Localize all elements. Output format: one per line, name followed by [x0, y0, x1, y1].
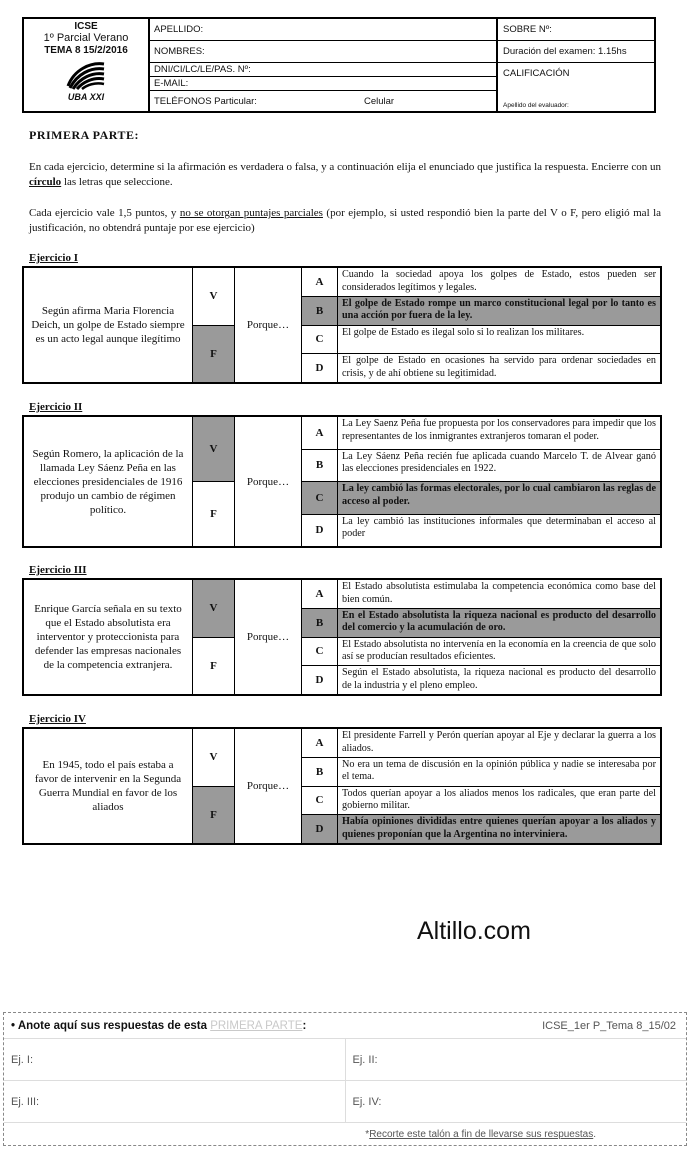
exercise-iii: [22, 578, 662, 696]
bullet-icon: •: [11, 1019, 16, 1032]
justification-option-c: [302, 325, 660, 354]
justification-option-b: [302, 608, 660, 637]
justification-options: [302, 580, 660, 694]
justification-option-c: [302, 786, 660, 815]
option-true[interactable]: V: [209, 751, 218, 764]
slip-instruction-text: Anote aquí sus respuestas de esta: [17, 1019, 211, 1032]
option-letter[interactable]: B: [302, 609, 338, 637]
option-text: El Estado absolutista estimulaba la competencia económica como base del bien común.: [342, 581, 656, 605]
exercise-title-i: Ejercicio I: [29, 252, 78, 264]
option-letter[interactable]: D: [302, 515, 338, 547]
option-text: Todos querían apoyar a los aliados menos los radicales, que eran parte del gobierno militar.: [342, 787, 656, 811]
justification-options: [302, 417, 660, 546]
answer-field-ej4[interactable]: Ej. IV:: [345, 1081, 687, 1122]
option-true[interactable]: V: [193, 580, 234, 637]
exercise-iv: [22, 727, 662, 845]
justification-options: [302, 268, 660, 382]
answer-field-ej2[interactable]: Ej. II:: [345, 1039, 687, 1080]
field-sobre[interactable]: SOBRE Nº:: [498, 19, 654, 41]
exercise-statement: Según Romero, la aplicación de la llamada Ley Sáenz Peña en las elecciones presidenciales de 1916 produjo un cambio de régimen político.: [24, 417, 193, 546]
instructions-paragraph-2: [29, 206, 661, 236]
option-letter[interactable]: A: [302, 580, 338, 608]
option-text: El golpe de Estado en ocasiones ha servido para ordenar sociedades en crisis, y de ahí obtiene su legitimidad.: [342, 355, 656, 379]
answer-field-ej3[interactable]: Ej. III:: [11, 1095, 40, 1108]
justification-option-c: [302, 637, 660, 666]
field-dni[interactable]: DNI/CI/LC/LE/PAS. Nº:: [150, 63, 496, 77]
option-letter[interactable]: C: [302, 638, 338, 666]
option-text: La Ley Saenz Peña fue propuesta por los conservadores para impedir que los representantes de los inmigrantes extranjeros tomaran el poder.: [342, 418, 656, 442]
porque-label: Porque…: [235, 580, 302, 694]
option-text: La ley cambió las instituciones informales que determinaban el acceso al poder: [342, 515, 656, 539]
option-letter[interactable]: D: [302, 666, 338, 694]
true-false-column: [193, 268, 235, 382]
slip-code: ICSE_1er P_Tema 8_15/02: [542, 1019, 676, 1032]
logo-text: UBA XXI: [67, 92, 105, 102]
porque-label: Porque…: [235, 417, 302, 546]
field-email[interactable]: E-MAIL:: [150, 77, 496, 91]
option-true[interactable]: V: [209, 290, 218, 303]
instr2-no-parciales: no se otorgan puntajes parciales: [179, 207, 323, 219]
slip-header: [4, 1013, 686, 1038]
instructions-paragraph-1: [29, 160, 661, 190]
true-false-column: [193, 729, 235, 843]
option-letter[interactable]: D: [302, 354, 338, 382]
exam-name: 1º Parcial Verano: [43, 32, 129, 44]
true-false-column: [193, 417, 235, 546]
field-apellido[interactable]: APELLIDO:: [150, 19, 496, 41]
instr2-text-c: (por ejemplo, si usted respondió bien la parte del V o F, pero eligió mal la justificación, no obtendrá puntaje por ese ejercicio): [29, 207, 662, 234]
student-fields: [150, 19, 498, 111]
option-text: El presidente Farrell y Perón querían apoyar al Eje y declarar la guerra a los aliados.: [342, 730, 656, 754]
slip-row-2: [4, 1080, 686, 1122]
footer-end: .: [593, 1128, 596, 1140]
justification-options: [302, 729, 660, 843]
option-text: El golpe de Estado rompe un marco constitucional legal por lo tanto es una acción por fuera de la ley.: [338, 297, 660, 325]
course-name: ICSE: [74, 21, 98, 32]
footer-star: *: [365, 1128, 370, 1140]
watermark-text: Altillo.com: [417, 917, 531, 945]
option-letter[interactable]: A: [302, 729, 338, 757]
option-letter[interactable]: C: [302, 326, 338, 354]
option-false[interactable]: F: [193, 637, 234, 695]
part-title: PRIMERA PARTE:: [29, 128, 140, 142]
option-text: Según el Estado absolutista, la riqueza nacional es producto del desarrollo de la industria y el pleno empleo.: [342, 667, 656, 691]
exercise-title-iii: Ejercicio III: [29, 564, 87, 576]
instr2-text-a: Cada ejercicio vale 1,5 puntos, y: [29, 207, 180, 219]
justification-option-b: [302, 449, 660, 482]
justification-option-b: [302, 757, 660, 786]
exercise-title-ii: Ejercicio II: [29, 401, 83, 413]
porque-label: Porque…: [235, 268, 302, 382]
option-false[interactable]: F: [193, 481, 234, 546]
grading-fields: [498, 19, 654, 111]
option-text: En el Estado absolutista la riqueza nacional es producto del desarrollo del comercio y la acumulación de oro.: [338, 609, 660, 637]
instr1-text-c: las letras que seleccione.: [61, 176, 173, 188]
cell-label: Celular: [364, 95, 395, 107]
justification-option-a: [302, 729, 660, 757]
slip-row-1: [4, 1038, 686, 1080]
option-letter[interactable]: C: [302, 787, 338, 815]
justification-option-d: [302, 514, 660, 547]
option-text: El golpe de Estado es ilegal solo si lo realizan los militares.: [342, 326, 585, 338]
option-text: El Estado absolutista no intervenía en la economía en la creencia de que solo así se producían resultados eficientes.: [342, 638, 656, 662]
option-text: Había opiniones divididas entre quienes querían apoyar a los aliados y quienes proponían que la Argentina no interviniera.: [338, 815, 660, 843]
option-letter[interactable]: B: [302, 758, 338, 786]
exercise-title-iv: Ejercicio IV: [29, 713, 86, 725]
option-letter[interactable]: A: [302, 268, 338, 296]
tema-date: TEMA 8 15/2/2016: [44, 45, 128, 56]
phone-label: TELÉFONOS Particular:: [154, 95, 257, 107]
exam-duration: Duración del examen: 1.15hs: [498, 41, 654, 63]
slip-instruction-end: :: [302, 1019, 307, 1032]
exercise-ii: [22, 415, 662, 548]
exercise-statement: En 1945, todo el país estaba a favor de intervenir en la Segunda Guerra Mundial en favor de los aliados: [24, 729, 193, 843]
justification-option-a: [302, 268, 660, 296]
option-letter[interactable]: D: [302, 815, 338, 843]
footer-text: Recorte este talón a fin de llevarse sus respuestas: [369, 1128, 594, 1140]
field-calificacion[interactable]: [498, 63, 654, 111]
field-telefonos[interactable]: [150, 91, 496, 111]
evaluador-label: Apellido del evaluador:: [503, 102, 569, 109]
answer-slip: [3, 1012, 687, 1146]
exam-header: [22, 17, 656, 113]
option-text: La Ley Sáenz Peña recién fue aplicada cuando Marcelo T. de Alvear ganó las elecciones presidenciales en 1922.: [342, 450, 656, 474]
option-text: No era un tema de discusión en la opinión pública y nadie se interesaba por el tema.: [342, 758, 656, 783]
slip-footer: [4, 1122, 686, 1145]
justification-option-d: [302, 665, 660, 694]
justification-option-b: [302, 296, 660, 325]
justification-option-c: [302, 481, 660, 514]
option-letter[interactable]: B: [302, 450, 338, 482]
justification-option-d: [302, 353, 660, 382]
exercise-statement: Enrique García señala en su texto que el Estado absolutista era interventor y proteccionista para defender las empresas nacionales de la competencia extranjera.: [24, 580, 193, 694]
porque-label: Porque…: [235, 729, 302, 843]
slip-instruction-highlight: PRIMERA PARTE: [210, 1019, 303, 1032]
answer-field-ej1[interactable]: Ej. I:: [11, 1053, 34, 1066]
justification-option-a: [302, 417, 660, 449]
justification-option-d: [302, 814, 660, 843]
instr1-circulo: círculo: [29, 176, 62, 188]
option-letter[interactable]: A: [302, 417, 338, 449]
option-letter[interactable]: B: [302, 297, 338, 325]
uba-logo-icon: [64, 60, 108, 90]
slip-instruction: [11, 1020, 306, 1032]
true-false-column: [193, 580, 235, 694]
option-text: Cuando la sociedad apoya los golpes de Estado, estos pueden ser considerados legítimos y legales.: [342, 269, 656, 293]
option-true[interactable]: V: [193, 417, 234, 481]
justification-option-a: [302, 580, 660, 608]
field-nombres[interactable]: NOMBRES:: [150, 41, 496, 63]
exercise-statement: Según afirma Maria Florencia Deich, un golpe de Estado siempre es un acto legal aunque ilegítimo: [24, 268, 193, 382]
header-course-block: [24, 19, 150, 111]
exercise-i: [22, 266, 662, 384]
option-false[interactable]: F: [193, 325, 234, 383]
option-text: La ley cambió las formas electorales, por lo cual cambiaron las reglas de acceso al poder.: [338, 482, 660, 514]
calificacion-label: CALIFICACIÓN: [503, 68, 570, 79]
instr1-text-a: En cada ejercicio, determine si la afirmación es verdadera o falsa, y a continuación elija el enunciado que justifica la respuesta. Encierre con un: [29, 161, 661, 173]
option-false[interactable]: F: [193, 786, 234, 844]
option-letter[interactable]: C: [302, 482, 338, 514]
